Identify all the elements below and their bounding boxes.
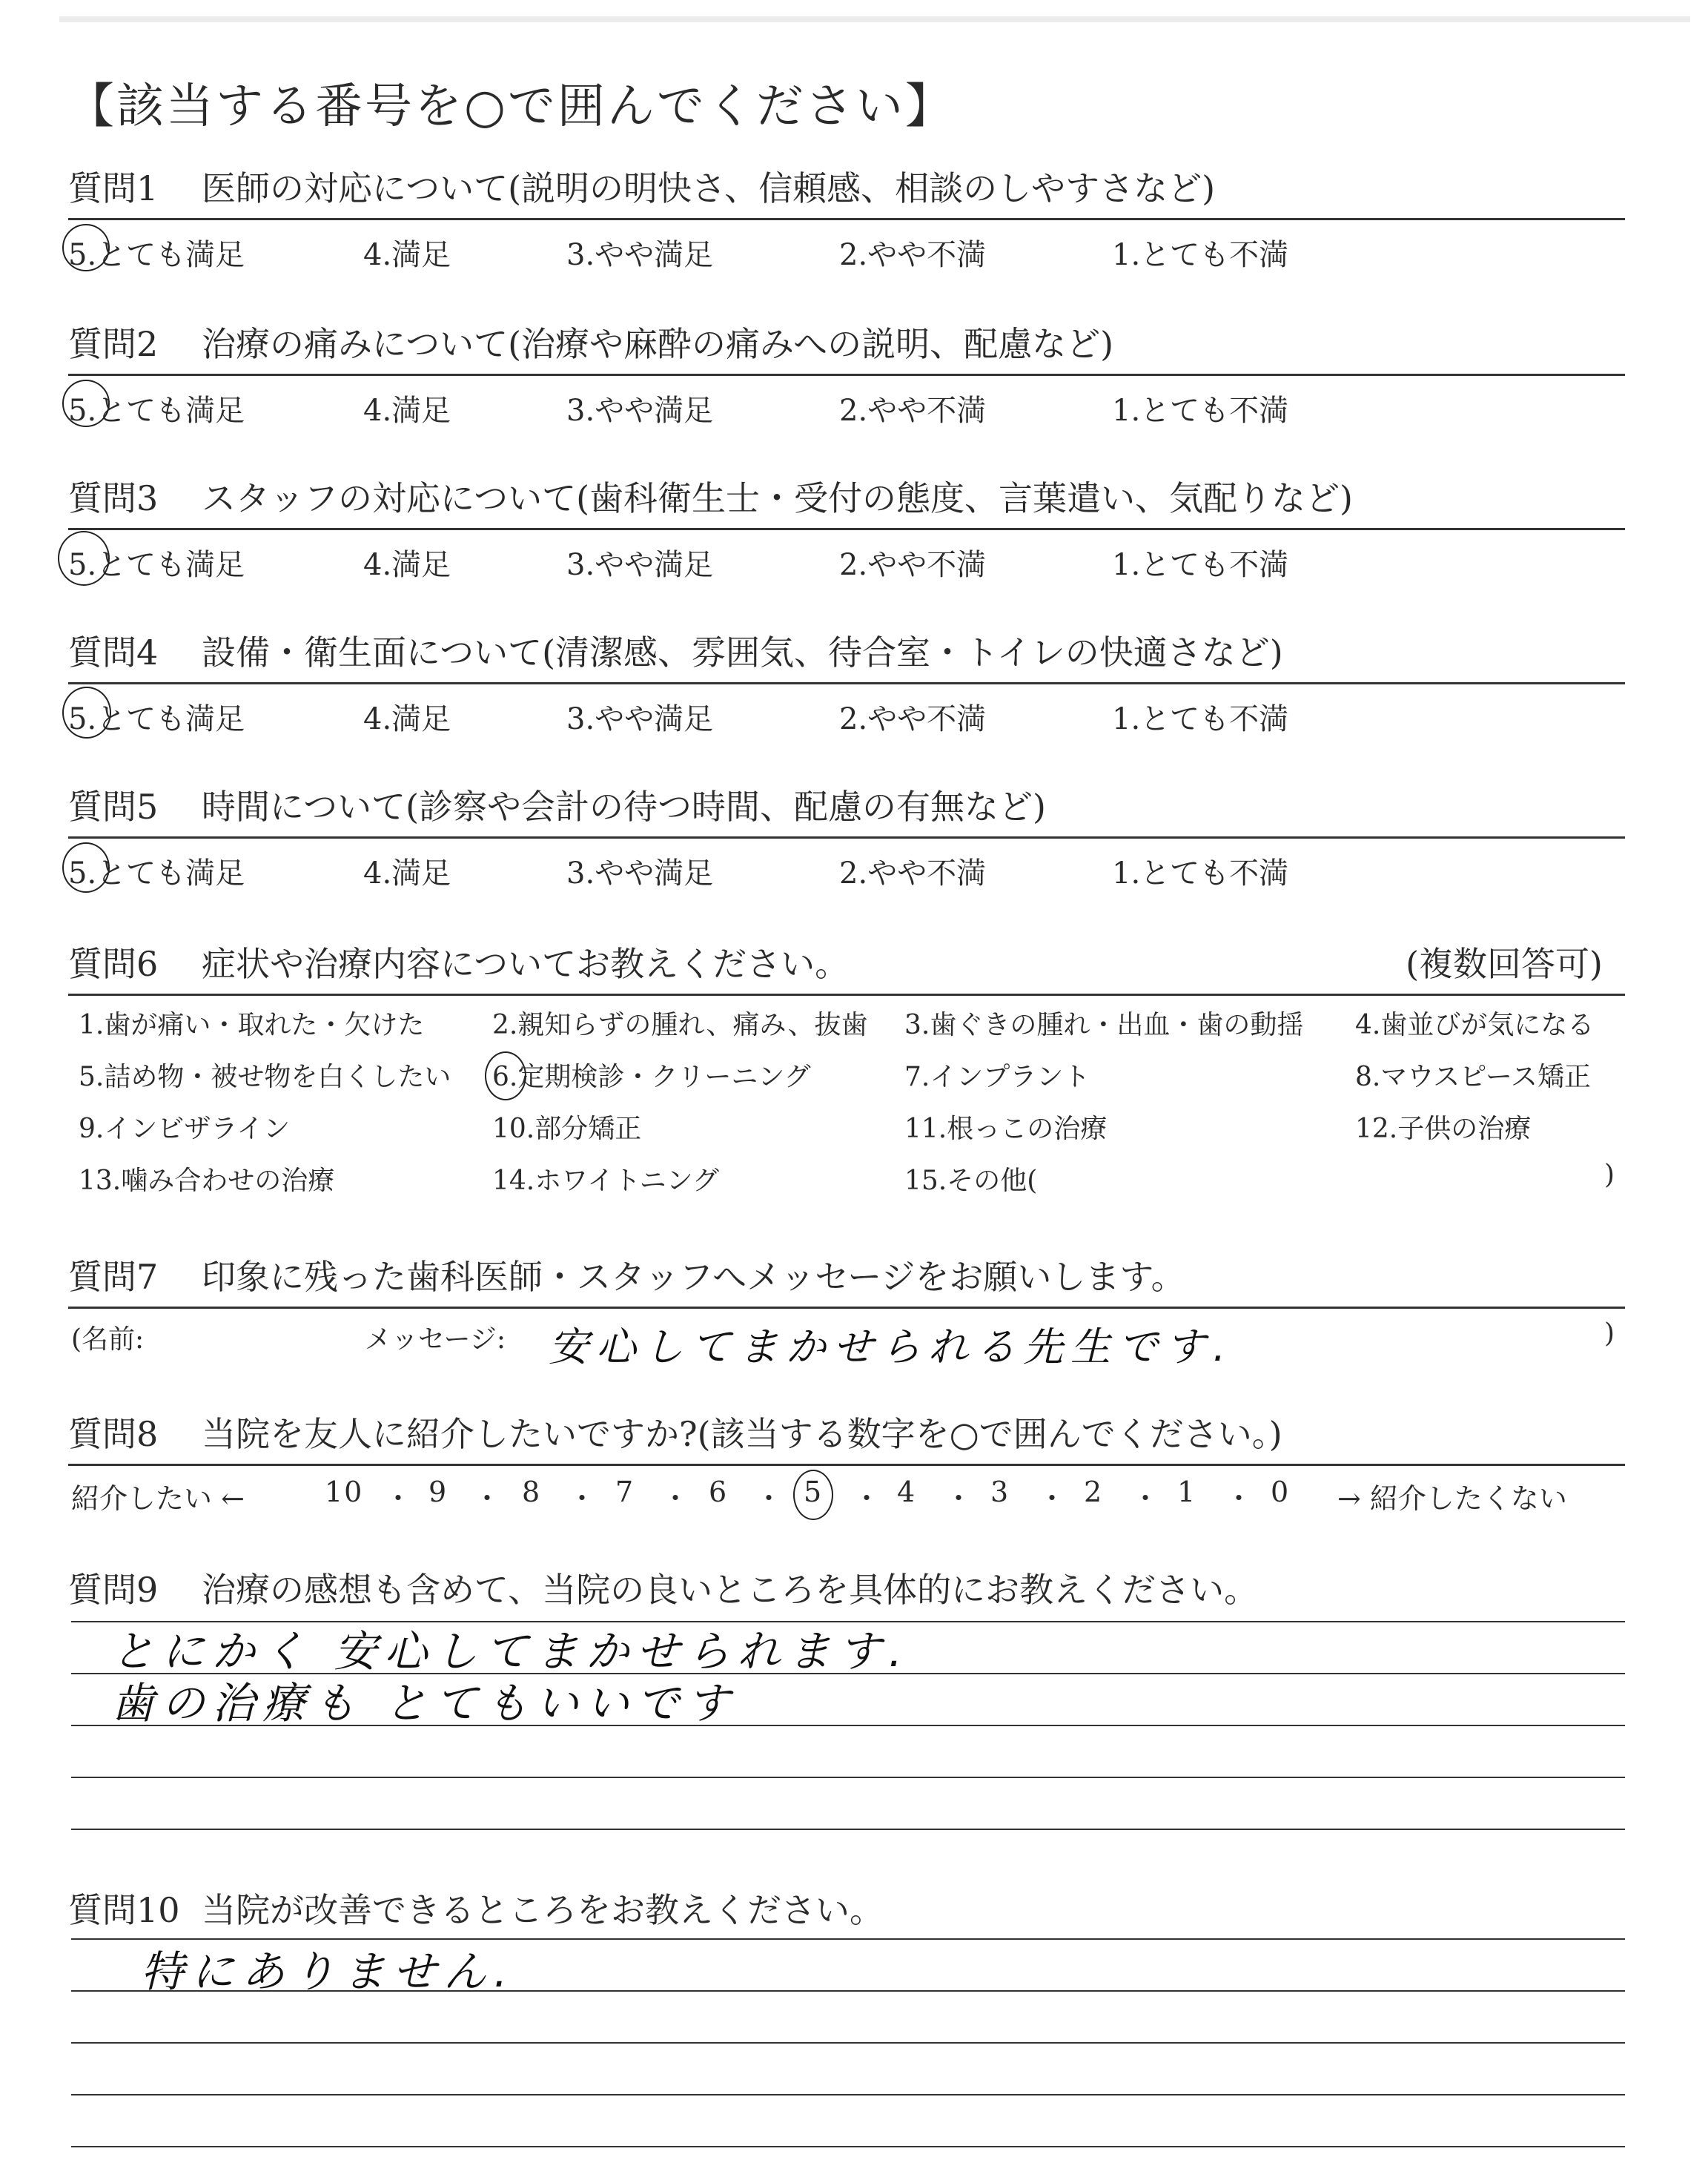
rule — [68, 218, 1625, 220]
option-2[interactable]: 2.やや不満 — [839, 702, 987, 736]
treatment-option[interactable]: 11.根っこの治療 — [904, 1114, 1108, 1144]
question-text: 設備・衛生面について(清潔感、雰囲気、待合室・トイレの快適さなど) — [202, 633, 1283, 673]
page-title: 【該当する番号を○で囲んでください】 — [67, 79, 955, 134]
treatment-option[interactable]: 13.噛み合わせの治療 — [79, 1166, 335, 1196]
treatment-option[interactable]: 5.詰め物・被せ物を白くしたい — [79, 1062, 451, 1092]
option-1[interactable]: 1.とても不満 — [1112, 702, 1289, 736]
option-5[interactable]: 5.とても満足 — [68, 856, 245, 891]
scale-dot: ・ — [473, 1482, 503, 1515]
question-text: 当院を友人に紹介したいですか?(該当する数字を○で囲んでください。) — [202, 1414, 1282, 1454]
treatment-option[interactable]: 3.歯ぐきの腫れ・出血・歯の動揺 — [904, 1010, 1304, 1040]
option-1[interactable]: 1.とても不満 — [1112, 394, 1289, 428]
scale-value[interactable]: 9 — [428, 1476, 448, 1508]
option-5[interactable]: 5.とても満足 — [68, 394, 245, 428]
treatment-option[interactable]: 7.インプラント — [904, 1062, 1090, 1092]
question-1 — [68, 162, 1625, 272]
options-row — [68, 377, 1625, 428]
option-2[interactable]: 2.やや不満 — [839, 856, 987, 891]
question-10 — [68, 1883, 1625, 1937]
option-1[interactable]: 1.とても不満 — [1112, 238, 1289, 272]
scale-value[interactable]: 10 — [325, 1476, 364, 1508]
selection-circle — [485, 1051, 526, 1100]
scale-value[interactable]: 7 — [615, 1476, 635, 1508]
question-6 — [68, 937, 1625, 1196]
option-4[interactable]: 4.満足 — [363, 548, 451, 582]
question-number: 質問7 — [68, 1257, 159, 1297]
question-4 — [68, 626, 1625, 736]
scale-value[interactable]: 4 — [897, 1476, 917, 1508]
selection-circle — [58, 531, 110, 586]
question-text: 症状や治療内容についてお教えください。 — [202, 944, 850, 984]
rule — [68, 836, 1625, 839]
treatment-option[interactable]: 4.歯並びが気になる — [1355, 1010, 1595, 1040]
answer-line — [71, 1829, 1625, 1830]
answer-line — [71, 1777, 1625, 1778]
close-paren: ) — [1604, 1318, 1615, 1349]
rule — [68, 374, 1625, 376]
question-text: 印象に残った歯科医師・スタッフへメッセージをお願いします。 — [202, 1257, 1185, 1297]
question-8 — [68, 1407, 1625, 1513]
option-1[interactable]: 1.とても不満 — [1112, 548, 1289, 582]
question-number: 質問9 — [68, 1570, 159, 1610]
question-number: 質問4 — [68, 633, 159, 673]
option-5[interactable]: 5.とても満足 — [68, 238, 245, 272]
treatment-option[interactable]: 6.定期検診・クリーニング — [492, 1062, 811, 1092]
option-4[interactable]: 4.満足 — [363, 856, 451, 891]
referral-scale — [68, 1461, 1625, 1513]
scale-value[interactable]: 2 — [1084, 1476, 1104, 1508]
question-number: 質問8 — [68, 1414, 159, 1454]
scale-dot: ・ — [384, 1482, 414, 1515]
treatment-option[interactable]: 1.歯が痛い・取れた・欠けた — [79, 1010, 425, 1040]
question-number: 質問2 — [68, 324, 159, 364]
option-5[interactable]: 5.とても満足 — [68, 702, 245, 736]
handwritten-improvement: 特にありません. — [141, 1946, 515, 1997]
treatment-option[interactable]: 15.その他( — [904, 1166, 1038, 1196]
option-2[interactable]: 2.やや不満 — [839, 394, 987, 428]
question-text: 治療の痛みについて(治療や麻酔の痛みへの説明、配慮など) — [202, 324, 1114, 364]
scale-dot: ・ — [944, 1482, 975, 1515]
scale-value[interactable]: 0 — [1271, 1476, 1291, 1508]
question-5 — [68, 780, 1625, 891]
scale-dot: ・ — [853, 1482, 883, 1515]
scale-dot: ・ — [568, 1482, 598, 1515]
rule — [68, 682, 1625, 684]
scale-dot: ・ — [1038, 1482, 1068, 1515]
question-9 — [68, 1563, 1625, 1616]
treatment-option[interactable]: 10.部分矯正 — [492, 1114, 642, 1144]
scale-dot: ・ — [1131, 1482, 1162, 1515]
treatment-option[interactable]: 9.インビザライン — [79, 1114, 291, 1144]
option-3[interactable]: 3.やや満足 — [566, 702, 714, 736]
scale-dot: ・ — [755, 1482, 785, 1515]
treatment-option[interactable]: 2.親知らずの腫れ、痛み、抜歯 — [492, 1010, 868, 1040]
scale-value[interactable]: 3 — [990, 1476, 1010, 1508]
question-text: スタッフの対応について(歯科衛生士・受付の態度、言葉遣い、気配りなど) — [202, 478, 1353, 518]
scale-value[interactable]: 1 — [1177, 1476, 1197, 1508]
options-row — [68, 221, 1625, 272]
handwritten-answer-line-1: とにかく 安心してまかせられます. — [111, 1626, 910, 1677]
answer-line — [71, 2042, 1625, 2044]
selection-circle — [62, 224, 110, 271]
question-text: 当院が改善できるところをお教えください。 — [202, 1890, 884, 1930]
scale-left-label: 紹介したい ← — [71, 1482, 245, 1515]
question-number: 質問1 — [68, 168, 159, 208]
scale-right-label: → 紹介したくない — [1337, 1482, 1567, 1515]
question-text: 治療の感想も含めて、当院の良いところを具体的にお教えください。 — [202, 1570, 1259, 1610]
options-row — [68, 531, 1625, 582]
option-2[interactable]: 2.やや不満 — [839, 548, 987, 582]
handwritten-answer-line-2: 歯の治療も とてもいいです — [111, 1678, 738, 1728]
scale-dot: ・ — [1225, 1482, 1255, 1515]
option-3[interactable]: 3.やや満足 — [566, 856, 714, 891]
question-number: 質問5 — [68, 787, 159, 827]
question-text: 医師の対応について(説明の明快さ、信頼感、相談のしやすさなど) — [202, 168, 1216, 208]
message-label: メッセージ: — [365, 1324, 506, 1355]
scale-dot: ・ — [661, 1482, 692, 1515]
rule — [68, 528, 1625, 530]
question-number: 質問6 — [68, 944, 159, 984]
selection-circle — [62, 687, 111, 739]
option-5[interactable]: 5.とても満足 — [68, 548, 245, 582]
question-text: 時間について(診察や会計の待つ時間、配慮の有無など) — [202, 787, 1046, 827]
scan-edge — [59, 16, 1690, 22]
question-number: 質問10 — [68, 1890, 180, 1930]
question-number: 質問3 — [68, 478, 159, 518]
question-2 — [68, 317, 1625, 428]
treatment-option[interactable]: 8.マウスピース矯正 — [1355, 1062, 1592, 1092]
answer-line — [71, 2146, 1625, 2147]
option-3[interactable]: 3.やや満足 — [566, 394, 714, 428]
selection-circle — [62, 842, 110, 893]
handwritten-message: 安心してまかせられる先生です. — [549, 1324, 1234, 1370]
rule — [68, 994, 1625, 996]
scale-value[interactable]: 6 — [709, 1476, 729, 1508]
options-row — [68, 839, 1625, 891]
option-4[interactable]: 4.満足 — [363, 702, 451, 736]
name-label: (名前: — [71, 1324, 145, 1355]
scale-value-selected[interactable]: 5 — [804, 1476, 824, 1508]
options-row — [68, 685, 1625, 736]
answer-line — [71, 2094, 1625, 2095]
option-4[interactable]: 4.満足 — [363, 394, 451, 428]
option-3[interactable]: 3.やや満足 — [566, 238, 714, 272]
option-1[interactable]: 1.とても不満 — [1112, 856, 1289, 891]
question-3 — [68, 472, 1625, 582]
option-2[interactable]: 2.やや不満 — [839, 238, 987, 272]
treatment-option[interactable]: 12.子供の治療 — [1355, 1114, 1532, 1144]
treatment-option[interactable]: 14.ホワイトニング — [492, 1166, 720, 1196]
other-close-paren: ) — [1604, 1160, 1615, 1190]
multiple-answer-note: (複数回答可) — [1406, 944, 1603, 984]
selection-circle — [62, 380, 110, 427]
selection-circle — [793, 1470, 833, 1520]
option-4[interactable]: 4.満足 — [363, 238, 451, 272]
scale-value[interactable]: 8 — [522, 1476, 542, 1508]
option-3[interactable]: 3.やや満足 — [566, 548, 714, 582]
